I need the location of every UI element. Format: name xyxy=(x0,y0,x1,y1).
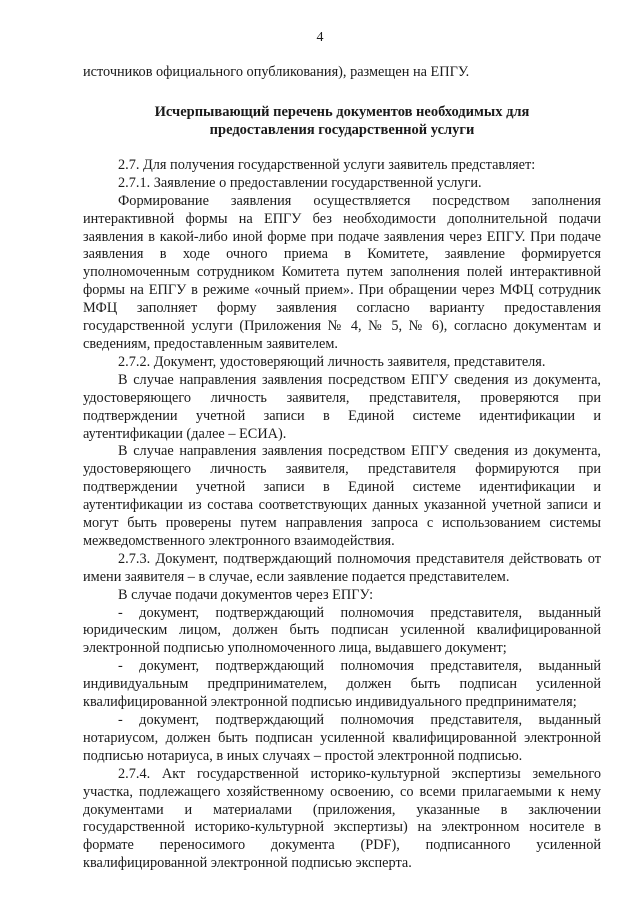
page-number: 4 xyxy=(316,30,324,45)
paragraph-2-7-4: 2.7.4. Акт государственной историко-культурной экспертизы земельного участка, подлежащего хозяйственному освоению, со всеми прилагаемыми к нему документами и материалами (приложения, указанные в заключении государственной историко-культурной экспертизы) на электронном носителе в формате переносимого документа (PDF), подписанного усиленной квалифицированной электронной подписью эксперта. xyxy=(83,765,601,872)
list-item-entrepreneur: - документ, подтверждающий полномочия представителя, выданный индивидуальным предпринимателем, должен быть подписан усиленной квалифицированной электронной подписью индивидуального предпринимателя; xyxy=(83,658,601,711)
paragraph-identity-forming: В случае направления заявления посредством ЕПГУ сведения из документа, удостоверяющего личность заявителя, представителя формируются при подтверждении учетной записи в Единой системе идентификации и аутентификации из состава соответствующих данных указанной учетной записи и могут быть проверены путем направления запроса с использованием системы межведомственного электронного взаимодействия. xyxy=(83,443,601,549)
paragraph-2-7-2: 2.7.2. Документ, удостоверяющий личность заявителя, представителя. xyxy=(118,353,546,370)
paragraph-2-7-1: 2.7.1. Заявление о предоставлении государственной услуги. xyxy=(118,174,482,191)
paragraph-2-7-3: 2.7.3. Документ, подтверждающий полномочия представителя действовать от имени заявителя – в случае, если заявление подается представителем. xyxy=(83,550,601,585)
paragraph-identity-check: В случае направления заявления посредством ЕПГУ сведения из документа, удостоверяющего личность заявителя, представителя, проверяются при подтверждении учетной записи в Единой системе идентификации и аутентификации (далее – ЕСИА). xyxy=(83,371,601,442)
paragraph-application-forming: Формирование заявления осуществляется посредством заполнения интерактивной формы на ЕПГУ без необходимости дополнительной подачи заявления в какой-либо иной форме при подаче заявления через ЕПГУ. При подаче заявления в ходе очного приема в Комитете, заявление формируется уполномоченным сотрудником Комитета путем заполнения полей интерактивной формы на ЕПГУ в режиме «очный прием». При обращении через МФЦ сотрудник МФЦ заполняет форму заявления согласно варианту предоставления государственной услуги (Приложения № 4, № 5, № 6), согласно документам и сведениям, предоставленным заявителем. xyxy=(83,192,601,352)
intro-line: источников официального опубликования), размещен на ЕПГУ. xyxy=(83,64,470,80)
paragraph-2-7: 2.7. Для получения государственной услуги заявитель представляет: xyxy=(118,156,536,173)
section-title xyxy=(83,103,601,139)
list-item-notary: - документ, подтверждающий полномочия представителя, выданный нотариусом, должен быть подписан усиленной квалифицированной электронной подписью нотариуса, в иных случаях – простой электронной подписью. xyxy=(83,712,601,764)
list-item-legal-entity: - документ, подтверждающий полномочия представителя, выданный юридическим лицом, должен быть подписан усиленной квалифицированной электронной подписью уполномоченного лица, выдавшего документ; xyxy=(83,604,601,657)
paragraph-epgu-submission: В случае подачи документов через ЕПГУ: xyxy=(118,586,374,603)
document-body xyxy=(83,64,601,873)
section-title-line-2: предоставления государственной услуги xyxy=(209,121,475,138)
section-title-line-1: Исчерпывающий перечень документов необходимых для xyxy=(154,103,530,120)
